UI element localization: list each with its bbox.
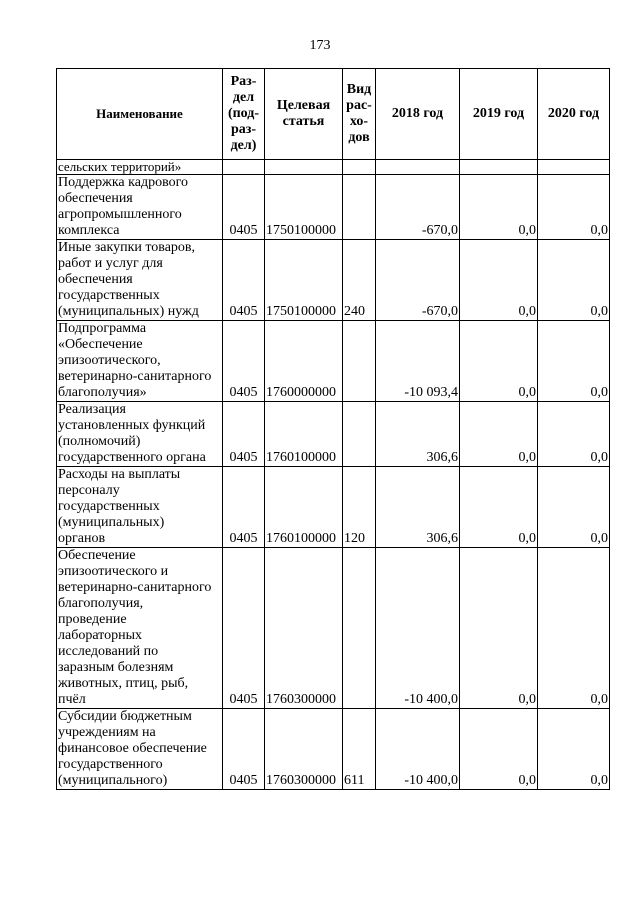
row-name-line: лабораторных — [58, 628, 143, 643]
row-target: 1760300000 — [265, 709, 343, 790]
row-name-line: государственного — [58, 757, 163, 772]
row-name — [57, 402, 223, 467]
row-2018: -10 400,0 — [376, 709, 460, 790]
row-section: 0405 — [223, 402, 265, 467]
row-section: 0405 — [223, 175, 265, 240]
row-name-line: учреждениям на — [58, 725, 156, 740]
row-2019: 0,0 — [460, 402, 538, 467]
row-target: 1750100000 — [265, 175, 343, 240]
row-name-line: проведение — [58, 612, 127, 627]
header-line: хо- — [349, 114, 369, 129]
header-line: статья — [282, 114, 325, 129]
row-target: 1750100000 — [265, 240, 343, 321]
row-kind: 120 — [343, 467, 376, 548]
header-line: дов — [348, 130, 370, 145]
row-name-line: ветеринарно-санитарного — [58, 580, 212, 595]
row-name-line: обеспечения — [58, 272, 133, 287]
row-name-line: ветеринарно-санитарного — [58, 369, 212, 384]
page-number: 173 — [309, 38, 331, 53]
row-name-line: финансовое обеспечение — [58, 741, 207, 756]
row-2019: 0,0 — [460, 240, 538, 321]
row-kind — [343, 321, 376, 402]
table-row — [57, 321, 610, 402]
header-line: Целевая — [276, 98, 331, 113]
row-name-line: эпизоотического и — [58, 564, 169, 579]
table-row — [57, 548, 610, 709]
row-2018: -10 400,0 — [376, 548, 460, 709]
row-name-line: комплекса — [58, 223, 120, 238]
row-name-line: заразным болезням — [58, 660, 174, 675]
row-target: 1760000000 — [265, 321, 343, 402]
row-2018: 306,6 — [376, 402, 460, 467]
row-name-line: Иные закупки товаров, — [58, 240, 196, 255]
header-line: дел — [232, 90, 255, 105]
table-row — [57, 402, 610, 467]
row-name-line: благополучия, — [58, 596, 144, 611]
row-name-line: Обеспечение — [58, 548, 136, 563]
row-name-line: установленных функций — [58, 418, 206, 433]
header-line: (под- — [227, 106, 260, 121]
row-name-line: Расходы на выплаты — [58, 467, 181, 482]
header-section — [223, 69, 265, 160]
row-name-line: «Обеспечение — [58, 337, 143, 352]
row-2019: 0,0 — [460, 175, 538, 240]
continuation-text: сельских территорий» — [57, 160, 223, 175]
row-name-line: эпизоотического, — [58, 353, 161, 368]
row-name — [57, 321, 223, 402]
row-2019: 0,0 — [460, 321, 538, 402]
row-section: 0405 — [223, 548, 265, 709]
row-name-line: органов — [58, 531, 106, 546]
row-name-line: персоналу — [58, 483, 120, 498]
row-kind: 611 — [343, 709, 376, 790]
row-name-line: обеспечения — [58, 191, 133, 206]
row-name — [57, 175, 223, 240]
row-2020: 0,0 — [538, 175, 610, 240]
row-2020: 0,0 — [538, 709, 610, 790]
table-row — [57, 240, 610, 321]
row-name-line: Субсидии бюджетным — [58, 709, 192, 724]
header-2018: 2018 год — [376, 69, 460, 160]
row-target: 1760300000 — [265, 548, 343, 709]
row-section: 0405 — [223, 321, 265, 402]
row-name — [57, 240, 223, 321]
row-2018: -670,0 — [376, 175, 460, 240]
row-name-line: (муниципальных) — [58, 515, 165, 530]
row-section: 0405 — [223, 240, 265, 321]
row-name-line: благополучия» — [58, 385, 147, 400]
header-row — [57, 69, 610, 160]
row-name-line: работ и услуг для — [58, 256, 163, 271]
row-name-line: исследований по — [58, 644, 159, 659]
row-kind — [343, 548, 376, 709]
row-section: 0405 — [223, 467, 265, 548]
table-row — [57, 467, 610, 548]
row-kind — [343, 175, 376, 240]
row-kind: 240 — [343, 240, 376, 321]
header-name: Наименование — [57, 69, 223, 160]
row-name-line: государственных — [58, 499, 160, 514]
row-name-line: пчёл — [58, 692, 86, 707]
row-2019: 0,0 — [460, 709, 538, 790]
row-2020: 0,0 — [538, 467, 610, 548]
row-name-line: (муниципальных) нужд — [58, 304, 199, 319]
row-2018: -10 093,4 — [376, 321, 460, 402]
row-2020: 0,0 — [538, 240, 610, 321]
header-2019: 2019 год — [460, 69, 538, 160]
row-2020: 0,0 — [538, 321, 610, 402]
row-name-line: Реализация — [58, 402, 126, 417]
header-line: дел) — [230, 138, 257, 153]
header-line: Вид — [346, 82, 372, 97]
row-name — [57, 467, 223, 548]
row-name-line: (муниципального) — [58, 773, 168, 788]
row-section: 0405 — [223, 709, 265, 790]
header-line: рас- — [346, 98, 372, 113]
header-target — [265, 69, 343, 160]
continuation-row — [57, 160, 610, 175]
row-name-line: животных, птиц, рыб, — [58, 676, 189, 691]
row-target: 1760100000 — [265, 402, 343, 467]
header-2020: 2020 год — [538, 69, 610, 160]
row-name-line: агропромышленного — [58, 207, 182, 222]
row-target: 1760100000 — [265, 467, 343, 548]
row-name-line: государственного органа — [58, 450, 206, 465]
row-2018: -670,0 — [376, 240, 460, 321]
row-name-line: государственных — [58, 288, 160, 303]
row-2019: 0,0 — [460, 467, 538, 548]
row-name-line: Подпрограмма — [58, 321, 147, 336]
table-row — [57, 709, 610, 790]
table-row — [57, 175, 610, 240]
row-2020: 0,0 — [538, 548, 610, 709]
row-2019: 0,0 — [460, 548, 538, 709]
row-name-line: Поддержка кадрового — [58, 175, 188, 190]
header-kind — [343, 69, 376, 160]
row-2020: 0,0 — [538, 402, 610, 467]
header-line: Раз- — [230, 74, 257, 89]
row-name — [57, 548, 223, 709]
budget-table — [56, 68, 610, 790]
row-name-line: (полномочий) — [58, 434, 141, 449]
header-line: раз- — [230, 122, 257, 137]
row-2018: 306,6 — [376, 467, 460, 548]
row-kind — [343, 402, 376, 467]
row-name — [57, 709, 223, 790]
